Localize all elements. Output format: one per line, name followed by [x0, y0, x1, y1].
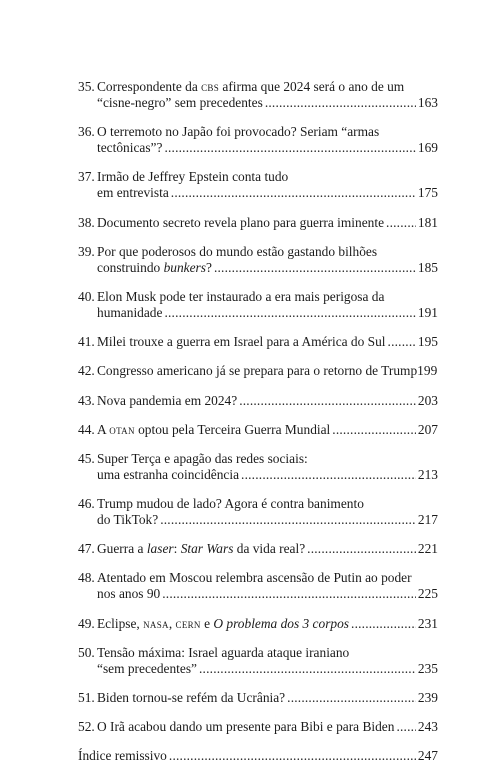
dot-leader: [239, 393, 416, 409]
chapter-number: 40.: [78, 288, 95, 304]
chapter-number: 43.: [78, 392, 95, 408]
chapter-title: Documento secreto revela plano para guerra iminente: [97, 214, 385, 230]
page-number: 213: [417, 466, 438, 482]
page-number: 207: [417, 421, 438, 437]
chapter-title: Por que poderosos do mundo estão gastando bilhões: [97, 243, 378, 259]
italic-term: bunkers: [163, 259, 206, 275]
chapter-number: 41.: [78, 334, 95, 350]
page-number: 195: [417, 334, 438, 350]
toc-entry-40: [78, 289, 438, 321]
chapter-title: Nova pandemia em 2024?: [97, 392, 238, 408]
page-number: 239: [417, 690, 438, 705]
page-number: 185: [417, 259, 438, 275]
chapter-title: Trump mudou de lado? Agora é contra banimento: [97, 496, 364, 512]
dot-leader: [396, 719, 415, 735]
page-number: 199: [417, 363, 438, 379]
chapter-title-continued: em entrevista: [97, 185, 169, 201]
chapter-number: 36.: [78, 124, 95, 140]
page-number: 221: [417, 541, 438, 557]
dot-leader: [307, 541, 416, 557]
chapter-title: Irmão de Jeffrey Epstein conta tudo: [97, 169, 289, 185]
toc-entry-41: [78, 334, 438, 350]
acronym: nasa: [143, 615, 169, 631]
chapter-title: Biden tornou-se refém da Ucrânia?: [97, 690, 286, 705]
index-label: Índice remissivo: [78, 748, 167, 764]
chapter-number: 47.: [78, 541, 95, 557]
toc-entry-42: [78, 363, 438, 379]
dot-leader: [265, 95, 416, 111]
dot-leader: [169, 748, 416, 764]
chapter-title: O Irã acabou dando um presente para Bibi e para Biden: [97, 719, 395, 735]
toc-entry-50: [78, 645, 438, 677]
toc-entry-52: [78, 719, 438, 735]
dot-leader: [241, 467, 416, 483]
toc-entry-47: [78, 541, 438, 557]
page-number: 235: [417, 660, 438, 676]
chapter-number: 42.: [78, 363, 95, 379]
toc-entry-46: [78, 496, 438, 528]
chapter-number: 39.: [78, 243, 95, 259]
chapter-number: 50.: [78, 644, 95, 660]
page-number: 231: [417, 615, 438, 631]
page-number: 243: [417, 719, 438, 735]
chapter-title-continued: do TikTok?: [97, 512, 159, 528]
chapter-number: 46.: [78, 496, 95, 512]
chapter-title-continued: “sem precedentes”: [97, 660, 197, 676]
chapter-title: Atentado em Moscou relembra ascensão de Putin ao poder: [97, 570, 412, 586]
page-number: 225: [417, 586, 438, 602]
toc-entry-38: [78, 215, 438, 231]
chapter-title: Eclipse,: [97, 615, 144, 631]
toc-entry-37: [78, 169, 438, 201]
page-number: 175: [417, 185, 438, 201]
chapter-number: 48.: [78, 570, 95, 586]
chapter-title-continued: humanidade: [97, 304, 163, 320]
toc-entry-39: [78, 244, 438, 276]
chapter-title-continued: construindo: [97, 259, 164, 275]
dot-leader: [171, 185, 416, 201]
page-number: 191: [417, 304, 438, 320]
chapter-title-continued: tectônicas”?: [97, 140, 163, 156]
chapter-title-continued: “cisne-negro” sem precedentes: [97, 95, 263, 110]
dot-leader: [332, 422, 416, 438]
chapter-title: afirma que 2024 será o ano de um: [219, 79, 405, 94]
dot-leader: [287, 690, 416, 706]
toc-entry-44: [78, 422, 438, 438]
chapter-title: Congresso americano já se prepara para o retorno de Trump: [97, 363, 418, 379]
italic-term: O problema dos 3 corpos: [213, 615, 350, 631]
chapter-title: optou pela Terceira Guerra Mundial: [134, 421, 331, 437]
page-number: 169: [417, 140, 438, 156]
chapter-number: 38.: [78, 214, 95, 230]
chapter-title-continued: nos anos 90: [97, 586, 161, 602]
chapter-number: 52.: [78, 719, 95, 735]
toc-entry-35: [78, 79, 438, 111]
toc-entry-48: [78, 570, 438, 602]
page-number: 203: [417, 392, 438, 408]
toc-entry-index: [78, 748, 438, 764]
chapter-title: Super Terça e apagão das redes sociais:: [97, 450, 308, 466]
chapter-title-continued: uma estranha coincidência: [97, 466, 240, 482]
page-number: 217: [417, 512, 438, 528]
toc-entry-36: [78, 124, 438, 156]
chapter-number: 35.: [78, 79, 95, 94]
chapter-number: 37.: [78, 169, 95, 185]
chapter-number: 51.: [78, 690, 95, 705]
page-number: 163: [417, 95, 438, 110]
dot-leader: [160, 512, 416, 528]
dot-leader: [199, 661, 416, 677]
chapter-title: :: [173, 541, 181, 557]
toc-entry-45: [78, 451, 438, 483]
chapter-title: Elon Musk pode ter instaurado a era mais perigosa da: [97, 288, 385, 304]
chapter-title: ,: [168, 615, 176, 631]
page-number: 181: [417, 214, 438, 230]
dot-leader: [386, 215, 416, 231]
chapter-number: 45.: [78, 450, 95, 466]
acronym: otan: [109, 421, 135, 437]
toc-entry-43: [78, 393, 438, 409]
dot-leader: [388, 334, 416, 350]
chapter-title: da vida real?: [233, 541, 306, 557]
dot-leader: [164, 140, 415, 156]
chapter-number: 49.: [78, 615, 95, 631]
dot-leader: [164, 305, 415, 321]
acronym: cbs: [201, 79, 220, 94]
toc-entry-49: [78, 616, 438, 632]
chapter-title-continued: ?: [205, 259, 212, 275]
dot-leader: [162, 586, 416, 602]
toc-entry-51: [78, 690, 438, 706]
chapter-title: A: [97, 421, 110, 437]
dot-leader: [214, 260, 416, 276]
chapter-title: O terremoto no Japão foi provocado? Seriam “armas: [97, 124, 380, 140]
chapter-number: 44.: [78, 421, 95, 437]
italic-term: laser: [146, 541, 174, 557]
chapter-title: Milei trouxe a guerra em Israel para a América do Sul: [97, 334, 386, 350]
chapter-title: Correspondente da: [97, 79, 202, 94]
dot-leader: [351, 616, 416, 632]
chapter-title: Tensão máxima: Israel aguarda ataque iraniano: [97, 644, 350, 660]
chapter-title: Guerra a: [97, 541, 147, 557]
acronym: cern: [175, 615, 201, 631]
table-of-contents: [78, 79, 438, 778]
italic-term: Star Wars: [180, 541, 234, 557]
page-number: 247: [417, 748, 438, 764]
chapter-title: e: [200, 615, 214, 631]
